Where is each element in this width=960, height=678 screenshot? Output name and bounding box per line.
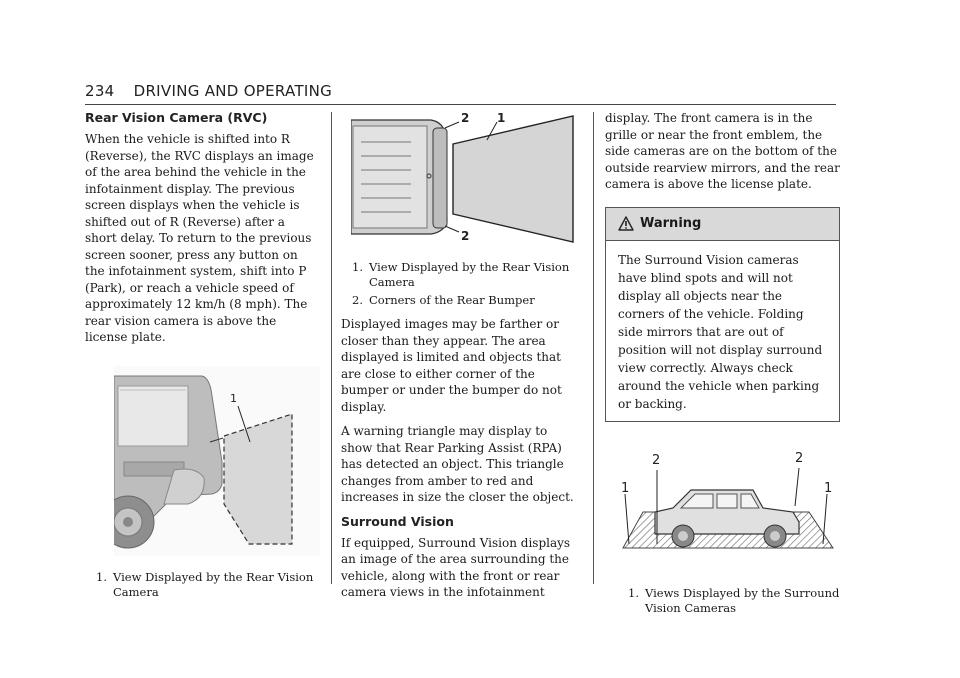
page-number: 234	[85, 82, 115, 100]
caption-item: 1. Views Displayed by the Surround Vision Cameras	[628, 585, 840, 615]
display-limits-paragraph: Displayed images may be farther or closer than they appear. The area displayed is limited and objects that are close to either corner of the bumper or under the bumper do not display.	[341, 317, 562, 414]
view-callout-1: 1	[497, 111, 506, 125]
bumper-callout-2-bottom: 2	[461, 229, 470, 243]
warning-header	[606, 208, 839, 241]
surround-vision-paragraph: If equipped, Surround Vision displays an image of the area surrounding the vehicle, along with the front or rear camera views in the infotainment	[341, 535, 571, 599]
column-left	[85, 110, 320, 603]
caption-item: 1. View Displayed by the Rear Vision Camera	[352, 260, 570, 289]
surround-vision-figure	[613, 446, 838, 556]
caption-item: 2. Corners of the Rear Bumper	[352, 293, 535, 307]
camera-locations-paragraph: display. The front camera is in the grille or near the front emblem, the side cameras are on the bottom of the outside rearview mirrors, and the rear camera is above the license plate.	[605, 111, 840, 191]
rvc-figure	[114, 366, 320, 556]
rvc-paragraph: When the vehicle is shifted into R (Reverse), the RVC displays an image of the area behind the vehicle in the infotainment display. The previous screen displays when the vehicle is shifted out of R (Reverse) after a short delay. To return to the previous screen sooner, press any button on the infotainment system, shift into P (Park), or reach a vehicle speed of approximately 12 km/h (8 mph). The rear vision camera is above the license plate.	[85, 132, 314, 344]
sv-callout-1-right: 1	[824, 480, 833, 496]
surround-vision-heading: Surround Vision	[341, 513, 454, 529]
rvc-figure-callout: 1	[230, 391, 237, 405]
warning-triangle-paragraph: A warning triangle may display to show that Rear Parking Assist (RPA) has detected an object. This triangle changes from amber to red and increases in size the closer the object.	[341, 424, 574, 504]
warning-title: Warning	[640, 216, 702, 231]
surround-figure-captions	[617, 586, 840, 616]
rvc-heading: Rear Vision Camera (RVC)	[85, 110, 268, 125]
page-header	[85, 82, 836, 105]
warning-box	[605, 207, 840, 422]
bumper-callout-2-top: 2	[461, 111, 470, 125]
sv-callout-2-left: 2	[652, 452, 661, 468]
sv-callout-1-left: 1	[621, 480, 630, 496]
section-title: DRIVING AND OPERATING	[133, 82, 333, 100]
sv-callout-2-right: 2	[795, 450, 804, 466]
column-right	[605, 110, 840, 619]
caution-icon	[618, 216, 634, 231]
rear-bumper-figure	[351, 110, 589, 246]
rvc-figure-captions	[85, 570, 320, 600]
warning-text: The Surround Vision cameras have blind spots and will not display all objects near the corners of the vehicle. Folding side mirrors that are out of position will not display surround view correctly. Always check around the vehicle when parking or backing.	[618, 252, 823, 411]
column-middle	[341, 110, 579, 609]
caption-item: 1. View Displayed by the Rear Vision Camera	[96, 569, 314, 599]
column-divider	[331, 112, 332, 584]
column-divider	[593, 112, 594, 584]
bumper-figure-captions	[341, 260, 579, 308]
